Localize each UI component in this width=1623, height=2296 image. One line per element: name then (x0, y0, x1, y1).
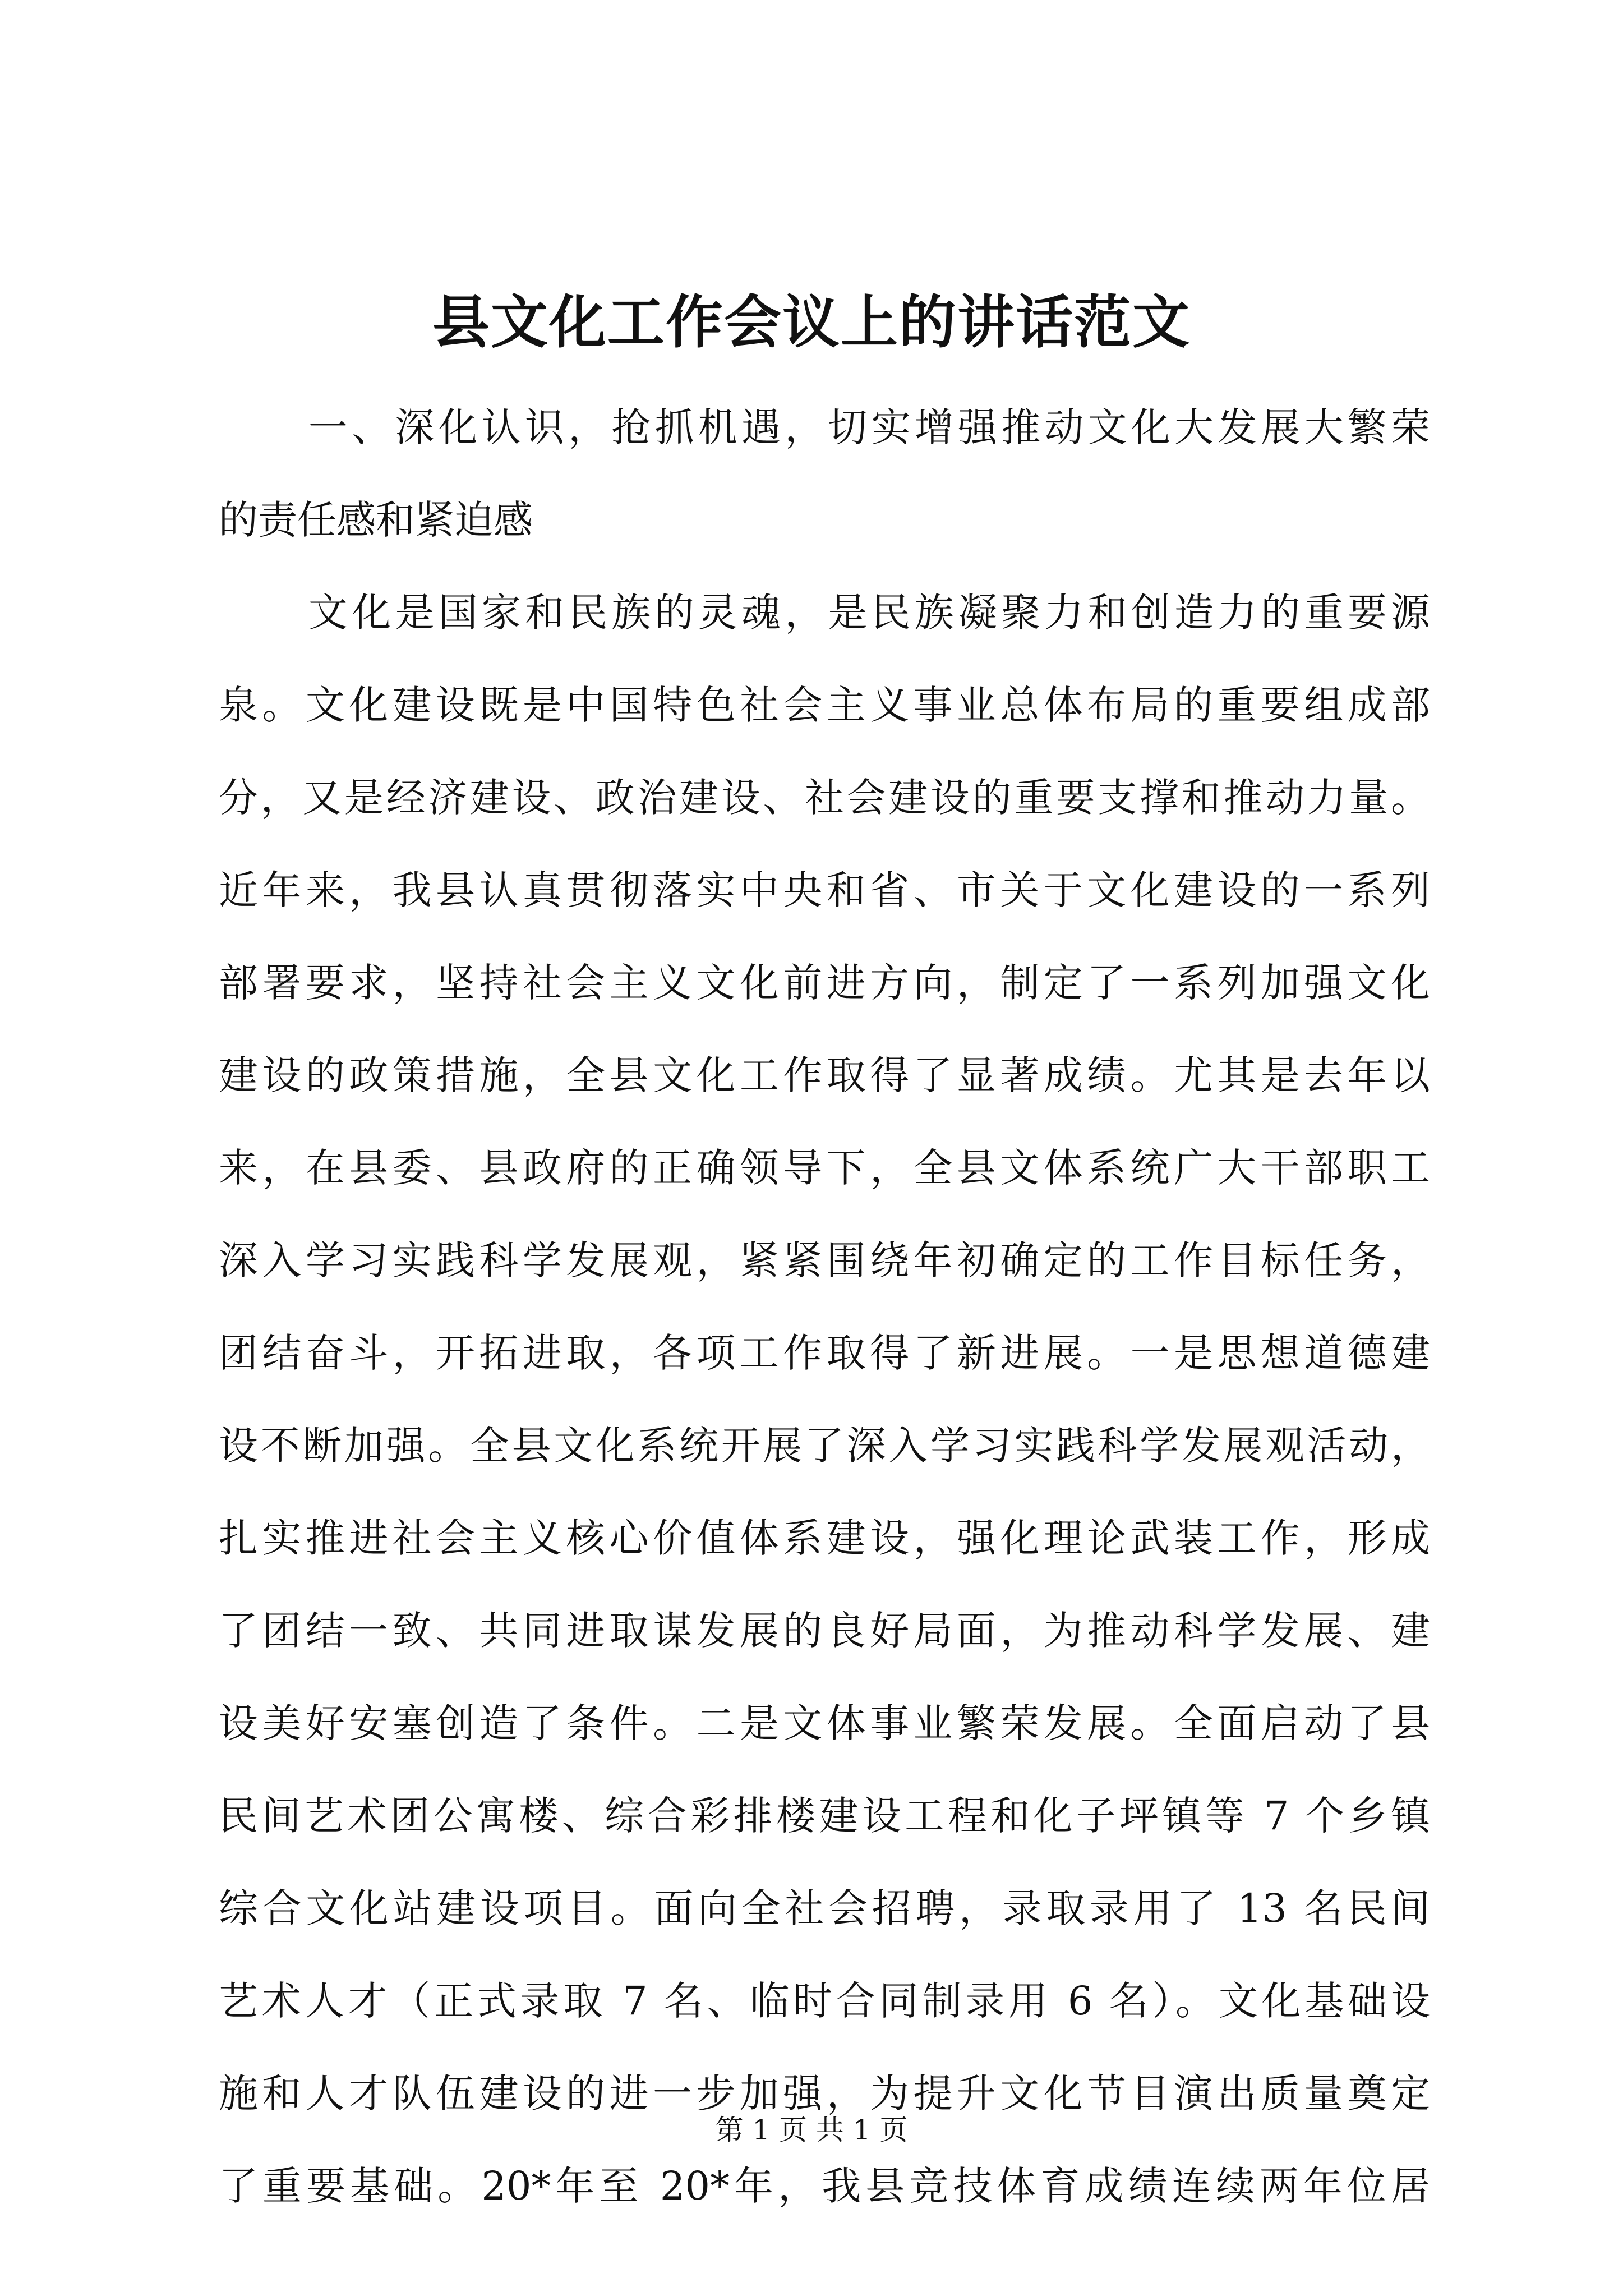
paragraph-line-7: 来，在县委、县政府的正确领导下，全县文体系统广大干部职工 (219, 1145, 1430, 1191)
paragraph-line-16: 艺术人才（正式录取 7 名、临时合同制录用 6 名）。文化基础设 (219, 1978, 1430, 2024)
paragraph-line-8: 深入学习实践科学发展观，紧紧围绕年初确定的工作目标任务， (219, 1237, 1430, 1283)
paragraph-line-17: 施和人才队伍建设的进一步加强，为提升文化节目演出质量奠定 (219, 2070, 1430, 2116)
paragraph-line-2: 泉。文化建设既是中国特色社会主义事业总体布局的重要组成部 (219, 682, 1430, 728)
paragraph-line-13: 设美好安塞创造了条件。二是文体事业繁荣发展。全面启动了县 (219, 1700, 1430, 1746)
paragraph-line-5: 部署要求，坚持社会主义文化前进方向，制定了一系列加强文化 (219, 960, 1430, 1006)
heading-line-2: 的责任感和紧迫感 (219, 497, 533, 543)
paragraph-line-14: 民间艺术团公寓楼、综合彩排楼建设工程和化子坪镇等 7 个乡镇 (219, 1793, 1430, 1839)
paragraph-line-1: 文化是国家和民族的灵魂，是民族凝聚力和创造力的重要源 (308, 590, 1430, 636)
document-body (219, 381, 1430, 2233)
paragraph-line-12: 了团结一致、共同进取谋发展的良好局面，为推动科学发展、建 (219, 1608, 1430, 1654)
paragraph-line-18: 了重要基础。20*年至 20*年，我县竞技体育成绩连续两年位居 (219, 2163, 1430, 2209)
heading-line-1: 一、深化认识，抢抓机遇，切实增强推动文化大发展大繁荣 (308, 404, 1430, 450)
paragraph-line-11: 扎实推进社会主义核心价值体系建设，强化理论武装工作，形成 (219, 1515, 1430, 1561)
paragraph-line-3: 分，又是经济建设、政治建设、社会建设的重要支撑和推动力量。 (219, 775, 1430, 821)
document-title: 县文化工作会议上的讲话范文 (432, 289, 1191, 356)
paragraph-line-9: 团结奋斗，开拓进取，各项工作取得了新进展。一是思想道德建 (219, 1330, 1430, 1376)
page-footer: 第 1 页 共 1 页 (715, 2114, 908, 2146)
paragraph-line-15: 综合文化站建设项目。面向全社会招聘，录取录用了 13 名民间 (219, 1885, 1430, 1931)
paragraph-line-6: 建设的政策措施，全县文化工作取得了显著成绩。尤其是去年以 (219, 1052, 1430, 1098)
paragraph-line-10: 设不断加强。全县文化系统开展了深入学习实践科学发展观活动， (219, 1423, 1430, 1469)
paragraph-line-4: 近年来，我县认真贯彻落实中央和省、市关于文化建设的一系列 (219, 867, 1430, 913)
